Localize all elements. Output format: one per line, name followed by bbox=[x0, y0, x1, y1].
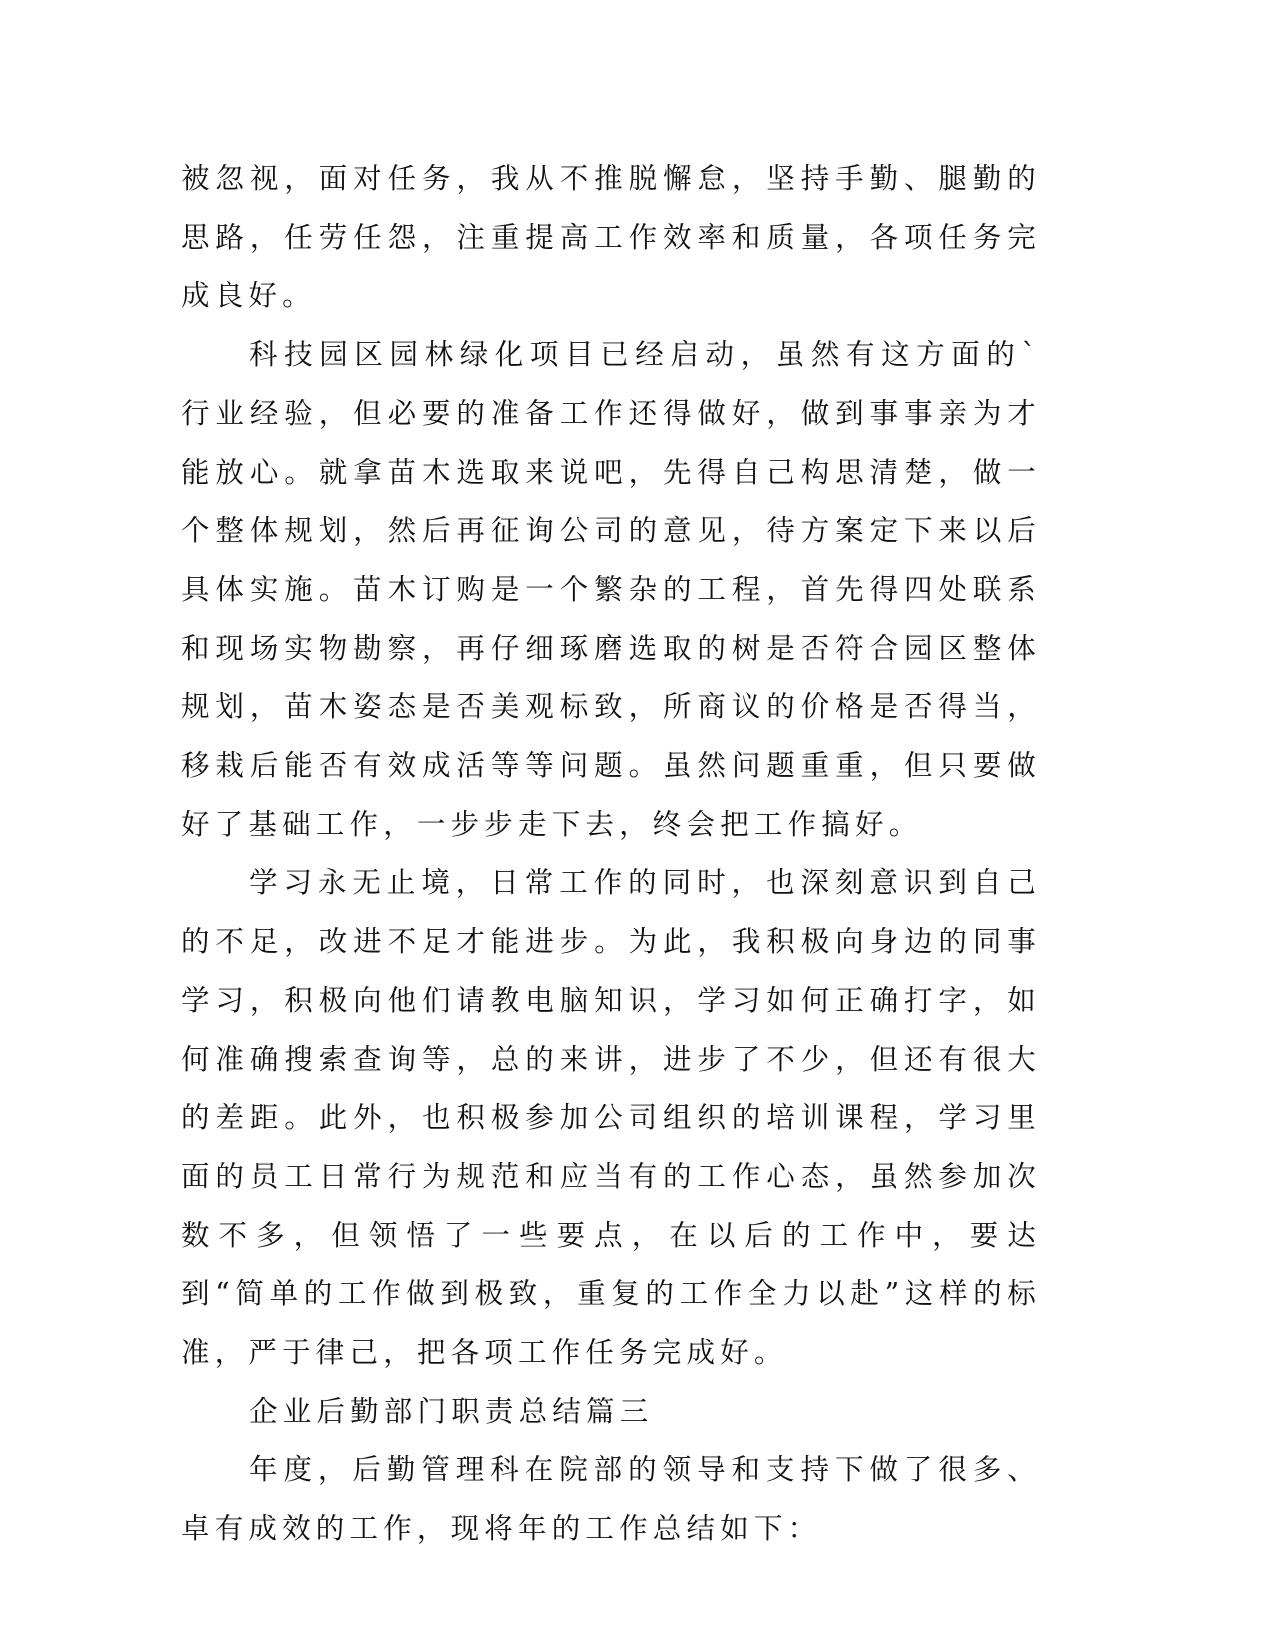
paragraph-landscaping-project: 科技园区园林绿化项目已经启动，虽然有这方面的`行业经验，但必要的准备工作还得做好，做到事事亲为才能放心。就拿苗木选取来说吧，先得自己构思清楚，做一个整体规划，然后再征询公司的意见，待方案定下来以后具体实施。苗木订购是一个繁杂的工程，首先得四处联系和现场实物勘察，再仔细琢磨选取的树是否符合园区整体规划，苗木姿态是否美观标致，所商议的价格是否得当，移栽后能否有效成活等等问题。虽然问题重重，但只要做好了基础工作，一步步走下去，终会把工作搞好。 bbox=[181, 338, 1041, 841]
section-heading: 企业后勤部门职责总结篇三 bbox=[249, 1394, 654, 1428]
paragraph-continuation: 被忽视，面对任务，我从不推脱懈怠，坚持手勤、腿勤的思路，任劳任怨，注重提高工作效率和质量，各项任务完成良好。 bbox=[181, 162, 1041, 313]
paragraph-learning: 学习永无止境，日常工作的同时，也深刻意识到自己的不足，改进不足才能进步。为此，我积极向身边的同事学习，积极向他们请教电脑知识，学习如何正确打字，如何准确搜索查询等，总的来讲，进步了不少，但还有很大的差距。此外，也积极参加公司组织的培训课程，学习里面的员工日常行为规范和应当有的工作心态，虽然参加次数不多，但领悟了一些要点，在以后的工作中，要达到“简单的工作做到极致，重复的工作全力以赴”这样的标准，严于律己，把各项工作任务完成好。 bbox=[181, 866, 1041, 1370]
document-body bbox=[181, 150, 1041, 1559]
paragraph-annual-summary: 年度，后勤管理科在院部的领导和支持下做了很多、卓有成效的工作，现将年的工作总结如下： bbox=[181, 1453, 1041, 1546]
